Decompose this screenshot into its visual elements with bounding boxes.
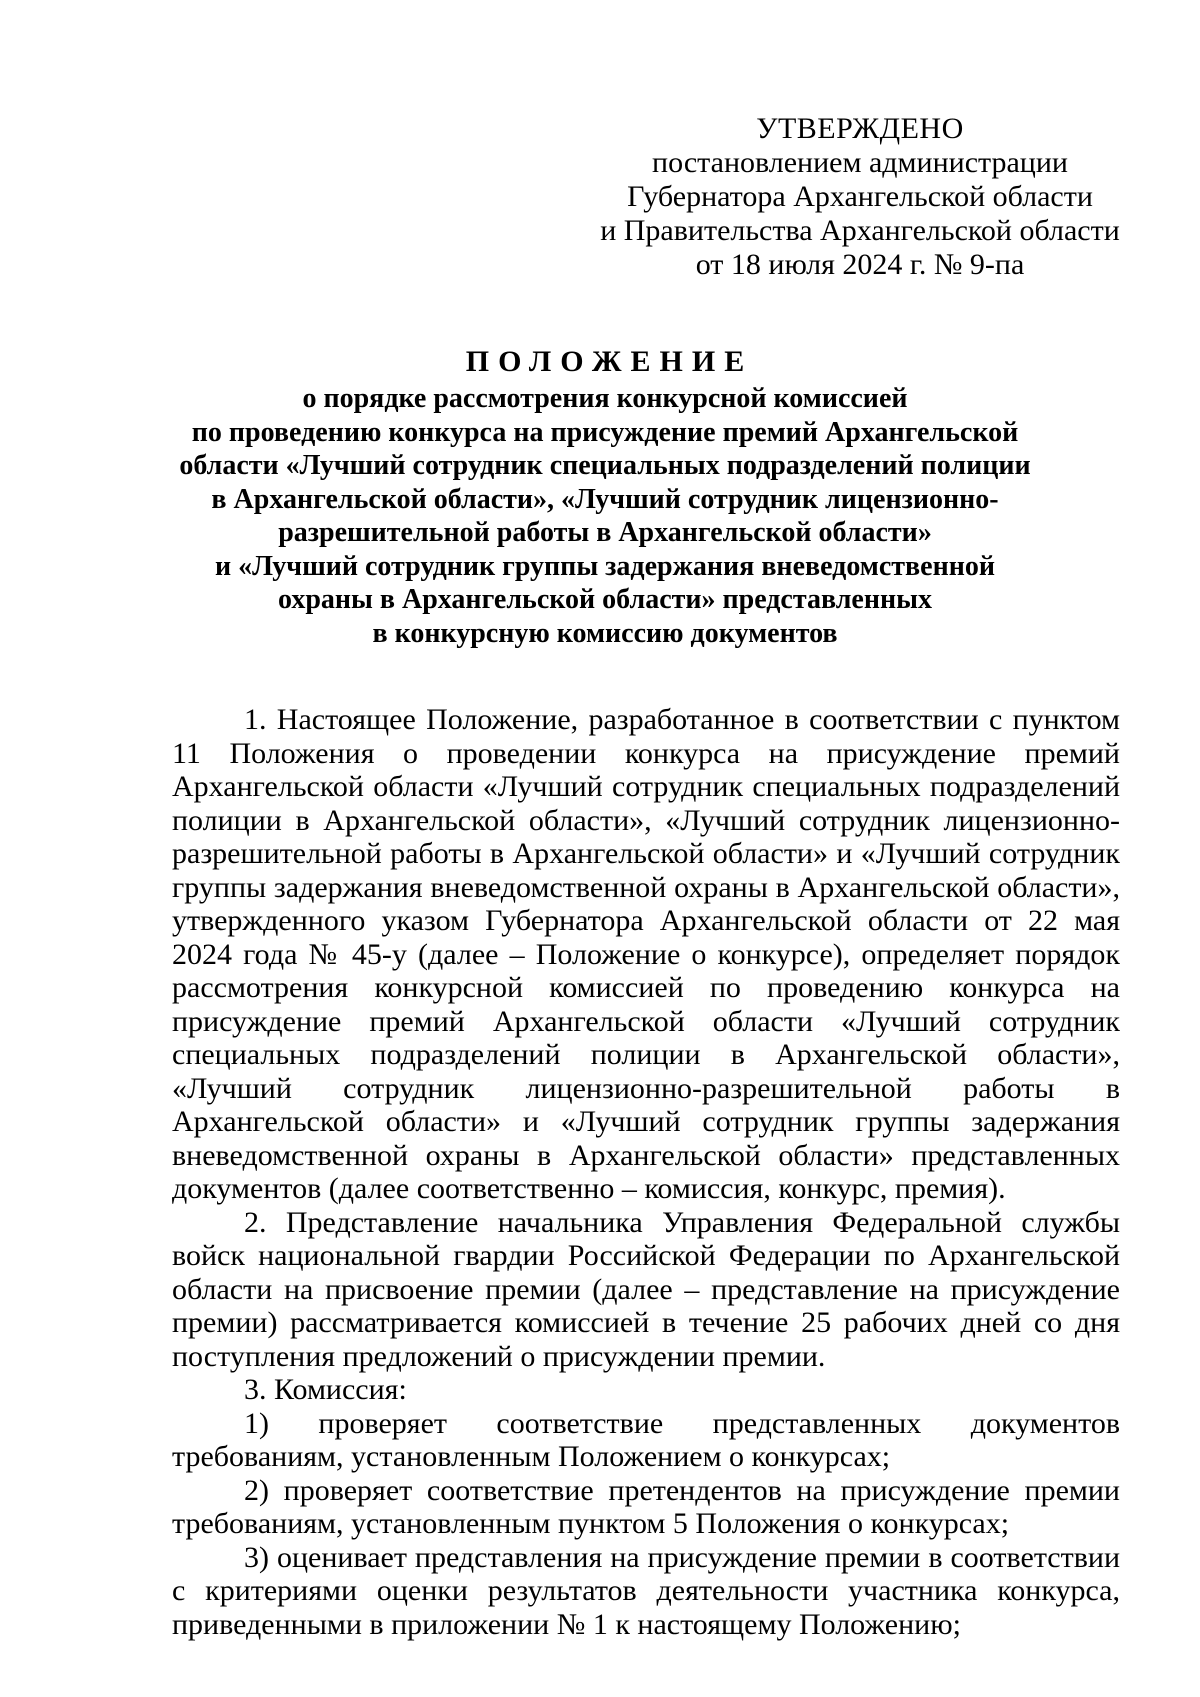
document-title-block bbox=[160, 344, 1050, 650]
document-subtitle-line: по проведению конкурса на присуждение премий Архангельской bbox=[191, 416, 1019, 448]
document-title: ПОЛОЖЕНИЕ bbox=[465, 345, 754, 378]
document-subtitle-line: и «Лучший сотрудник группы задержания вневедомственной bbox=[214, 550, 996, 582]
document-subtitle-line: области «Лучший сотрудник специальных подразделений полиции bbox=[179, 450, 1031, 481]
document-subtitle-line: охраны в Архангельской области» представленных bbox=[278, 584, 932, 615]
approval-line: и Правительства Архангельской области bbox=[600, 214, 1120, 247]
approval-line: Губернатора Архангельской области bbox=[627, 180, 1093, 213]
paragraph-2: 2. Представление начальника Управления Федеральной службы войск национальной гвардии Российской Федерации по Архангельской области на присвоение премии (далее – представление на присуждение премии) рассматривается комиссией в течение 25 рабочих дней со дня поступления предложений о присуждении премии. bbox=[172, 1205, 1120, 1373]
paragraph-1: 1. Настоящее Положение, разработанное в соответствии с пунктом 11 Положения о проведении конкурса на присуждение премий Архангельской области «Лучший сотрудник специальных подразделений полиции в Архангельской области», «Лучший сотрудник лицензионно-разрешительной работы в Архангельской области» и «Лучший сотрудник группы задержания вневедомственной охраны в Архангельской области», утвержденного указом Губернатора Архангельской области от 22 мая 2024 года № 45-у (далее – Положение о конкурсе), определяет порядок рассмотрения конкурсной комиссией по проведению конкурса на присуждение премий Архангельской области «Лучший сотрудник специальных подразделений полиции в Архангельской области», «Лучший сотрудник лицензионно-разрешительной работы в Архангельской области» и «Лучший сотрудник группы задержания вневедомственной охраны в Архангельской области» представленных документов (далее соответственно – комиссия, конкурс, премия). bbox=[172, 703, 1120, 1205]
subparagraph-3-3: 3) оценивает представления на присуждение премии в соответствии с критериями оценки результатов деятельности участника конкурса, приведенными в приложении № 1 к настоящему Положению; bbox=[172, 1540, 1120, 1641]
approval-heading: УТВЕРЖДЕНО bbox=[756, 112, 964, 145]
document-subtitle-line: о порядке рассмотрения конкурсной комиссией bbox=[302, 383, 908, 414]
approval-line: постановлением администрации bbox=[652, 146, 1068, 179]
paragraph-3: 3. Комиссия: bbox=[244, 1373, 407, 1406]
approval-line: от 18 июля 2024 г. № 9-па bbox=[695, 248, 1025, 281]
subparagraph-3-2: 2) проверяет соответствие претендентов на присуждение премии требованиям, установленным пунктом 5 Положения о конкурсах; bbox=[172, 1473, 1120, 1540]
subparagraph-3-1: 1) проверяет соответствие представленных документов требованиям, установленным Положением о конкурсах; bbox=[172, 1406, 1120, 1473]
document-subtitle-line: разрешительной работы в Архангельской области» bbox=[278, 517, 932, 548]
document-subtitle-line: в конкурсную комиссию документов bbox=[372, 617, 838, 649]
approval-stamp bbox=[600, 112, 1120, 282]
document-subtitle-line: в Архангельской области», «Лучший сотрудник лицензионно- bbox=[211, 483, 999, 515]
document-body bbox=[172, 703, 1120, 1641]
